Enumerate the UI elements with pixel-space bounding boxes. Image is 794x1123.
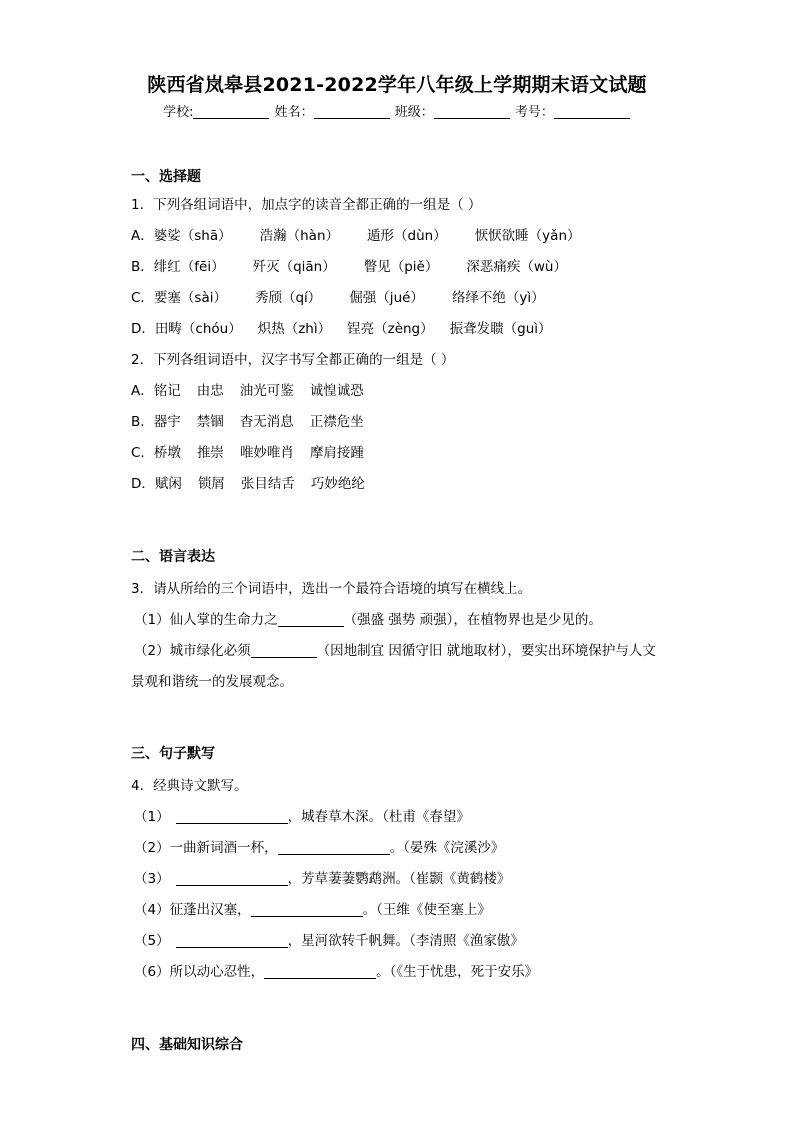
option-text: D．田畴（chóu） <box>131 321 242 337</box>
prompt-text: （5） <box>134 933 170 949</box>
page-title: 陕西省岚皋县2021-2022学年八年级上学期期末语文试题 <box>147 74 647 96</box>
prompt-text: 。（《生于忧患，死于安乐》 <box>376 964 539 980</box>
question-2-option-a[interactable] <box>131 379 364 399</box>
option-text: B．器宇 <box>131 414 181 430</box>
question-1-option-c[interactable] <box>131 286 545 306</box>
option-text: 正襟危坐 <box>309 414 364 430</box>
prompt-text: （6）所以动心忍性， <box>134 964 265 980</box>
prompt-text: ，星河欲转千帆舞。（李清照《渔家傲》 <box>287 933 524 949</box>
prompt-text: ，城春草木深。（杜甫《春望》 <box>287 809 470 825</box>
option-text: 深恶痛疾（wù） <box>466 259 567 275</box>
question-2-option-c[interactable] <box>131 441 364 461</box>
class-label: 班级： <box>394 105 434 120</box>
answer-blank[interactable] <box>176 809 288 824</box>
option-text: 张目结舌 <box>240 476 295 492</box>
class-blank[interactable] <box>434 104 510 119</box>
section-heading-recitation: 三、句子默写 <box>131 746 215 762</box>
option-text: 倔强（jué） <box>349 290 424 306</box>
option-text: 巧妙绝纶 <box>310 476 365 492</box>
option-text: C．要塞（sài） <box>131 290 227 306</box>
question-2-option-b[interactable] <box>131 410 364 430</box>
recitation-line-2 <box>134 836 504 856</box>
option-text: 推崇 <box>196 445 224 461</box>
recitation-line-5 <box>134 929 524 949</box>
option-text: 歼灭（qiān） <box>252 259 336 275</box>
school-blank[interactable] <box>193 104 269 119</box>
section-heading-choice: 一、选择题 <box>131 169 201 185</box>
recitation-line-4 <box>134 898 491 918</box>
answer-blank[interactable] <box>176 933 288 948</box>
question-3-stem: 3．请从所给的三个词语中，选出一个最符合语境的填写在横线上。 <box>131 581 532 597</box>
school-label: 学校: <box>163 105 194 120</box>
recitation-line-3 <box>134 867 510 887</box>
prompt-text: （4）征蓬出汉塞， <box>134 902 251 918</box>
number-blank[interactable] <box>554 104 630 119</box>
prompt-text: （3） <box>134 871 170 887</box>
question-1-option-b[interactable] <box>131 255 567 275</box>
answer-blank[interactable] <box>251 643 317 658</box>
prompt-text: （1）仙人掌的生命力之 <box>134 612 278 628</box>
option-text: 遁形（dùn） <box>367 228 447 244</box>
option-text: 由忠 <box>196 383 224 399</box>
option-text: 瞥见（piě） <box>363 259 439 275</box>
number-label: 考号： <box>514 105 554 120</box>
option-text: 秀颀（qí） <box>254 290 322 306</box>
option-text: B．绯红（fēi） <box>131 259 225 275</box>
option-text: 杳无消息 <box>239 414 294 430</box>
prompt-text: 。（晏殊《浣溪沙》 <box>389 840 505 856</box>
section-heading-expression: 二、语言表达 <box>131 549 215 565</box>
answer-blank[interactable] <box>251 902 363 917</box>
question-1-option-a[interactable] <box>131 224 581 244</box>
prompt-text: （1） <box>134 809 170 825</box>
section-heading-knowledge: 四、基础知识综合 <box>131 1037 243 1053</box>
option-text: D．赋闲 <box>131 476 182 492</box>
option-text: A．铭记 <box>131 383 181 399</box>
student-info-line <box>0 101 794 120</box>
question-1-stem: 1．下列各组词语中，加点字的读音全都正确的一组是（ ） <box>131 197 482 213</box>
prompt-text: 。（王维《使至塞上》 <box>362 902 491 918</box>
option-text: 振聋发聩（guì） <box>449 321 552 337</box>
option-text: A．婆娑（shā） <box>131 228 232 244</box>
option-text: 锃亮（zèng） <box>347 321 434 337</box>
option-text: 唯妙唯肖 <box>239 445 294 461</box>
option-text: C．桥墩 <box>131 445 181 461</box>
recitation-line-6 <box>134 960 538 980</box>
answer-blank[interactable] <box>278 840 390 855</box>
prompt-text: ，芳草萋萋鹦鹉洲。（崔颢《黄鹤楼》 <box>287 871 511 887</box>
answer-blank[interactable] <box>264 964 376 979</box>
prompt-text: （因地制宜 因循守旧 就地取材），要实出环境保护与人文 <box>316 643 656 659</box>
question-2-option-d[interactable] <box>131 472 365 492</box>
prompt-text: （2）一曲新词酒一杯， <box>134 840 278 856</box>
option-text: 诚惶诚恐 <box>309 383 364 399</box>
name-label: 姓名： <box>274 105 314 120</box>
question-4-stem: 4．经典诗文默写。 <box>131 778 248 794</box>
option-text: 络绎不绝（yì） <box>451 290 545 306</box>
recitation-line-1 <box>134 805 470 825</box>
prompt-text: （2）城市绿化必须 <box>134 643 251 659</box>
question-3-part-1 <box>134 608 602 628</box>
answer-blank[interactable] <box>176 871 288 886</box>
question-2-stem: 2．下列各组词语中，汉字书写全都正确的一组是（ ） <box>131 352 455 368</box>
option-text: 恹恹欲睡（yǎn） <box>474 228 581 244</box>
prompt-text: （强盛 强势 顽强），在植物界也是少见的。 <box>343 612 602 628</box>
question-1-option-d[interactable] <box>131 317 552 337</box>
option-text: 禁锢 <box>196 414 224 430</box>
option-text: 锁屑 <box>197 476 225 492</box>
answer-blank[interactable] <box>278 612 344 627</box>
question-3-part-2-continued: 景观和谐统一的发展观念。 <box>131 674 293 690</box>
question-3-part-2 <box>134 639 656 659</box>
option-text: 浩瀚（hàn） <box>259 228 339 244</box>
name-blank[interactable] <box>314 104 390 119</box>
option-text: 炽热（zhì） <box>257 321 332 337</box>
option-text: 油光可鉴 <box>239 383 294 399</box>
option-text: 摩肩接踵 <box>309 445 364 461</box>
